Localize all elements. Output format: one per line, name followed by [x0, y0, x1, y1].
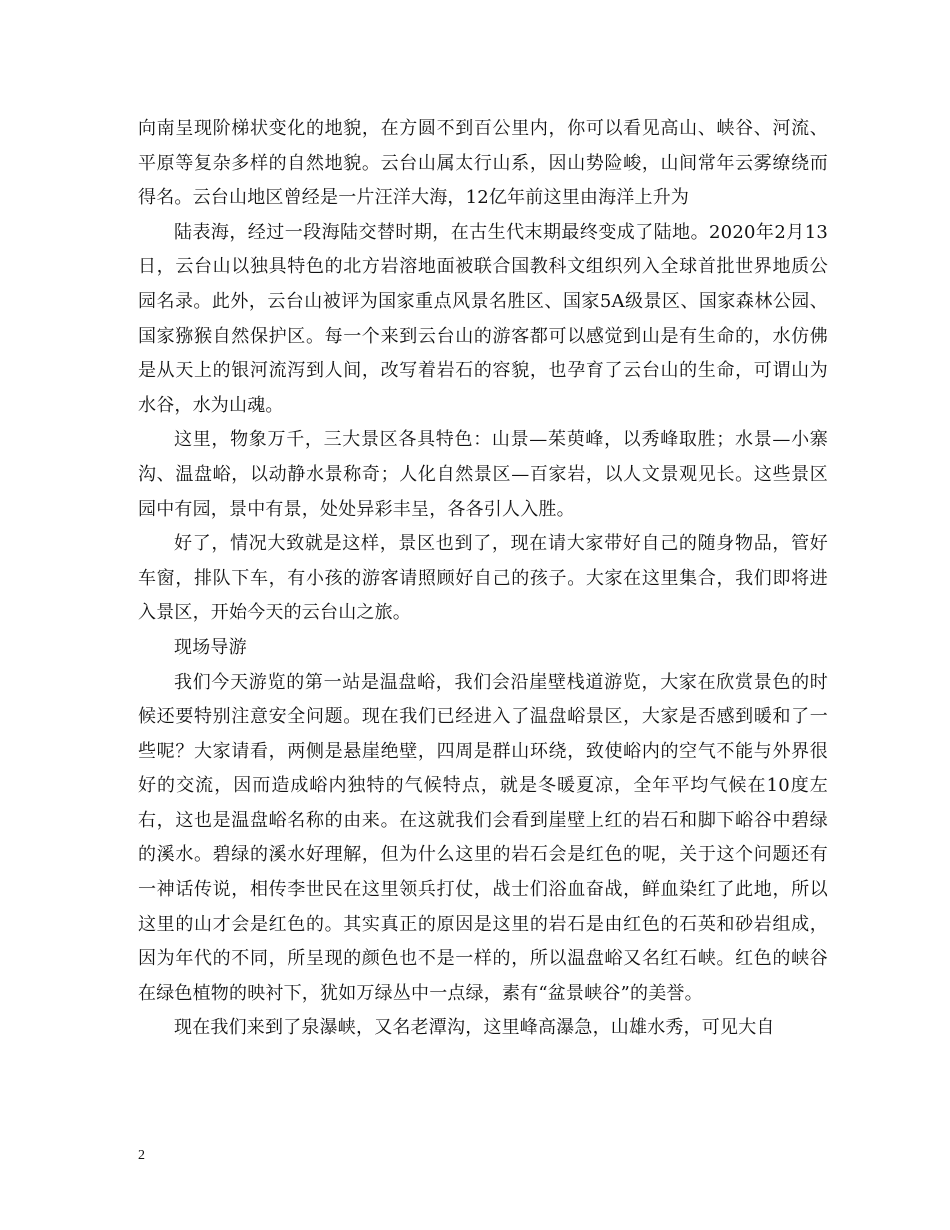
paragraph-4: 好了，情况大致就是这样，景区也到了，现在请大家带好自己的随身物品，管好车窗，排队下车，有小孩的游客请照顾好自己的孩子。大家在这里集合，我们即将进入景区，开始今天的云台山之旅。	[138, 533, 828, 624]
section-heading: 现场导游	[174, 636, 247, 658]
paragraph-5: 我们今天游览的第一站是温盘峪，我们会沿崖壁栈道游览，大家在欣赏景色的时候还要特别注意安全问题。现在我们已经进入了温盘峪景区，大家是否感到暖和了一些呢？大家请看，两侧是悬崖绝壁，四周是群山环绕，致使峪内的空气不能与外界很好的交流，因而造成峪内独特的气候特点，就是冬暖夏凉，全年平均气候在10度左右，这也是温盘峪名称的由来。在这就我们会看到崖壁上红的岩石和脚下峪谷中碧绿的溪水。碧绿的溪水好理解，但为什么这里的岩石会是红色的呢，关于这个问题还有一神话传说，相传李世民在这里领兵打仗，战士们浴血奋战，鲜血染红了此地，所以这里的山才会是红色的。其实真正的原因是这里的岩石是由红色的石英和砂岩组成，因为年代的不同，所呈现的颜色也不是一样的，所以温盘峪又名红石峡。红色的峡谷在绿色植物的映衬下，犹如万绿丛中一点绿，素有“盆景峡谷”的美誉。	[138, 671, 828, 1004]
document-body	[138, 112, 828, 1046]
paragraph-1: 向南呈现阶梯状变化的地貌，在方圆不到百公里内，你可以看见高山、峡谷、河流、平原等复杂多样的自然地貌。云台山属太行山系，因山势险峻，山间常年云雾缭绕而得名。云台山地区曾经是一片汪洋大海，12亿年前这里由海洋上升为	[138, 118, 828, 209]
paragraph-2: 陆表海，经过一段海陆交替时期，在古生代末期最终变成了陆地。2020年2月13日，云台山以独具特色的北方岩溶地面被联合国教科文组织列入全球首批世界地质公园名录。此外，云台山被评为国家重点风景名胜区、国家5A级景区、国家森林公园、国家猕猴自然保护区。每一个来到云台山的游客都可以感觉到山是有生命的，水仿佛是从天上的银河流泻到人间，改写着岩石的容貌，也孕育了云台山的生命，可谓山为水谷，水为山魂。	[138, 221, 828, 416]
paragraph-6: 现在我们来到了泉瀑峡，又名老潭沟，这里峰高瀑急，山雄水秀，可见大自	[174, 1017, 775, 1039]
paragraph-3: 这里，物象万千，三大景区各具特色：山景—茱萸峰，以秀峰取胜；水景—小寨沟、温盘峪，以动静水景称奇；人化自然景区—百家岩，以人文景观见长。这些景区园中有园，景中有景，处处异彩丰呈，各各引人入胜。	[138, 429, 828, 520]
page-number: 2	[138, 1148, 145, 1163]
